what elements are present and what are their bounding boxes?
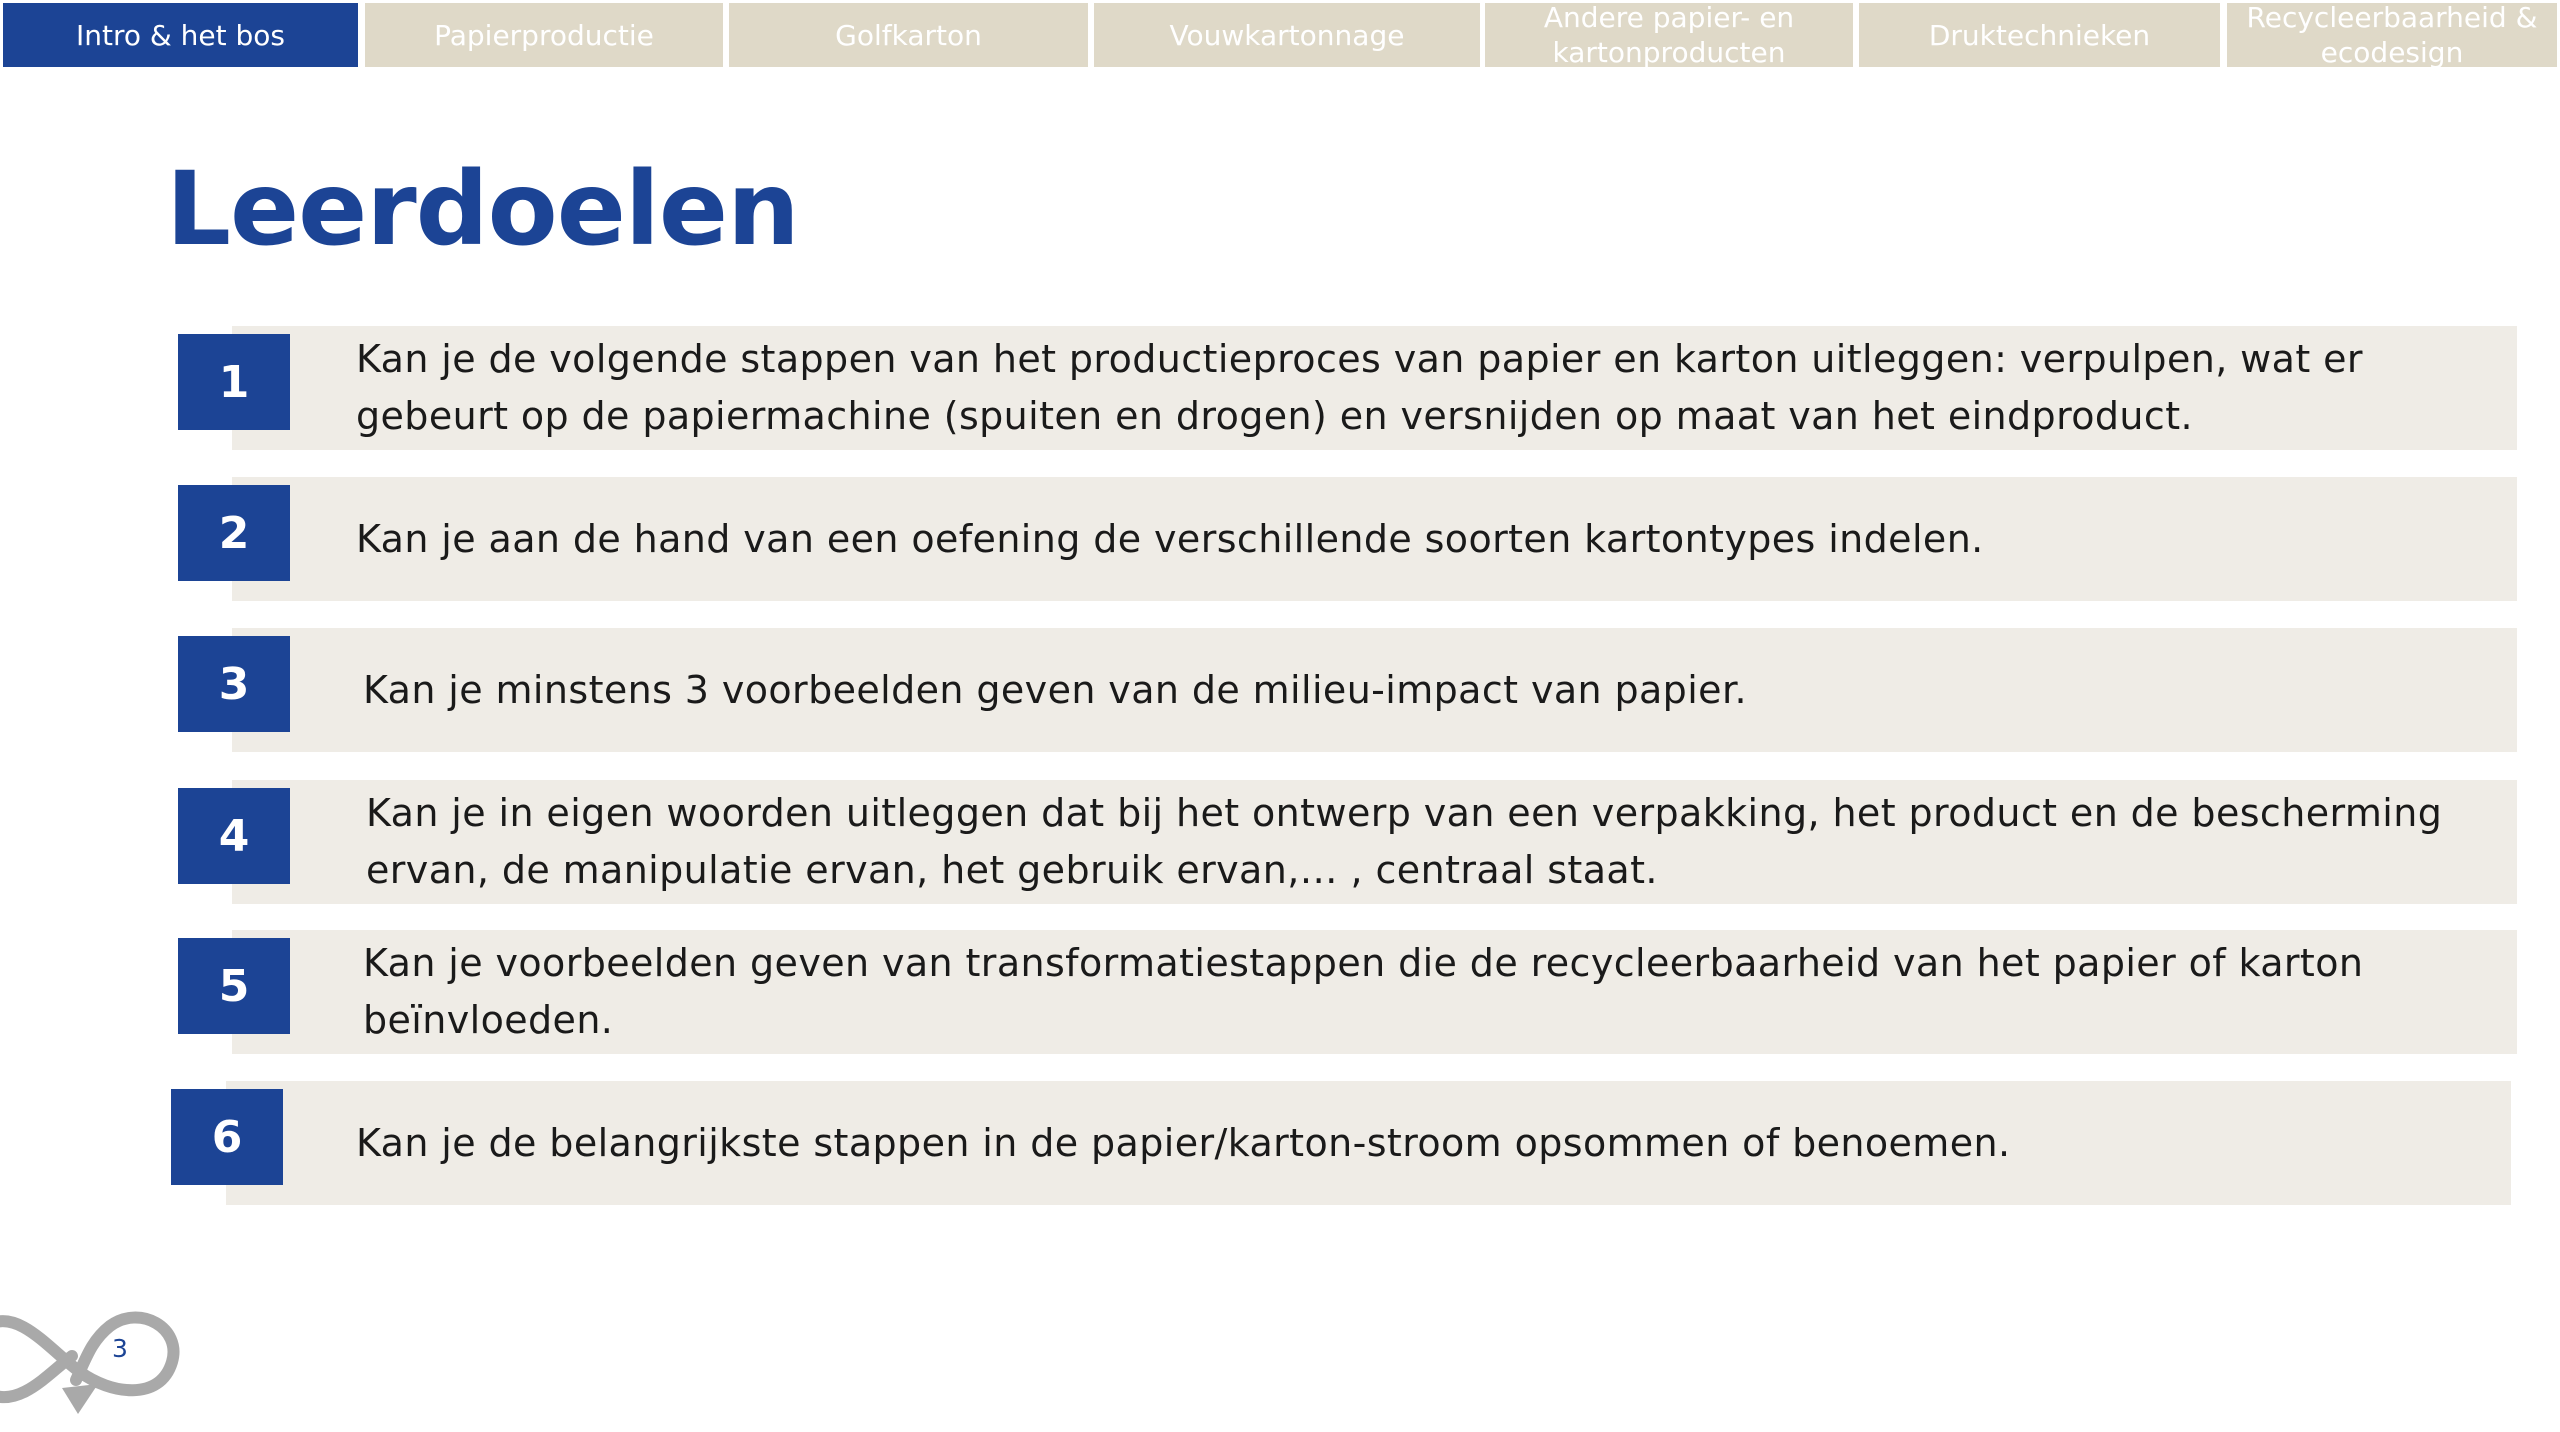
tab-vouwkartonnage[interactable] <box>1094 3 1480 67</box>
tab-golfkarton[interactable] <box>729 3 1088 67</box>
objective-text: Kan je voorbeelden geven van transformatiestappen die de recycleerbaarheid van het papier of karton beïnvloeden. <box>363 941 2364 1042</box>
tab-label: Papierproductie <box>434 18 654 52</box>
objective-number: 1 <box>178 334 290 430</box>
tab-label-line1: Andere papier- en <box>1543 3 1795 34</box>
tab-label: Vouwkartonnage <box>1169 18 1405 52</box>
tab-label: Intro & het bos <box>76 18 285 52</box>
objective-number: 3 <box>178 636 290 732</box>
tab-label-line2: kartonproducten <box>1552 36 1786 67</box>
objective-text: Kan je aan de hand van een oefening de verschillende soorten kartontypes indelen. <box>356 516 1984 561</box>
tab-druktechnieken[interactable] <box>1859 3 2220 67</box>
tab-label-line1: Recycleerbaarheid & <box>2246 3 2538 34</box>
section-tabs <box>0 0 2560 70</box>
tab-intro[interactable] <box>3 3 358 67</box>
tab-andere-producten[interactable] <box>1485 3 1853 67</box>
infinity-loop-icon <box>0 1290 180 1420</box>
objective-number: 5 <box>178 938 290 1034</box>
tab-papierproductie[interactable] <box>365 3 723 67</box>
page-number: 3 <box>112 1334 128 1363</box>
objective-number: 2 <box>178 485 290 581</box>
objective-number: 6 <box>171 1089 283 1185</box>
tab-label: Druktechnieken <box>1928 18 2151 52</box>
tab-recycleerbaarheid[interactable] <box>2227 3 2557 67</box>
objective-text: Kan je de belangrijkste stappen in de papier/karton-stroom opsommen of benoemen. <box>356 1120 2011 1165</box>
slide-title: Leerdoelen <box>166 150 799 269</box>
objective-text: Kan je de volgende stappen van het productieproces van papier en karton uitleggen: verpulpen, wat er gebeurt op de papiermachine (spuiten en drogen) en versnijden op maat van het eindproduct. <box>356 337 2363 438</box>
tab-label-line2: ecodesign <box>2320 36 2464 67</box>
objective-text: Kan je in eigen woorden uitleggen dat bij het ontwerp van een verpakking, het product en de bescherming ervan, de manipulatie ervan, het gebruik ervan,… , centraal staat. <box>366 791 2443 892</box>
objective-number: 4 <box>178 788 290 884</box>
objective-text: Kan je minstens 3 voorbeelden geven van de milieu-impact van papier. <box>363 667 1747 712</box>
tab-label: Golfkarton <box>835 18 982 52</box>
